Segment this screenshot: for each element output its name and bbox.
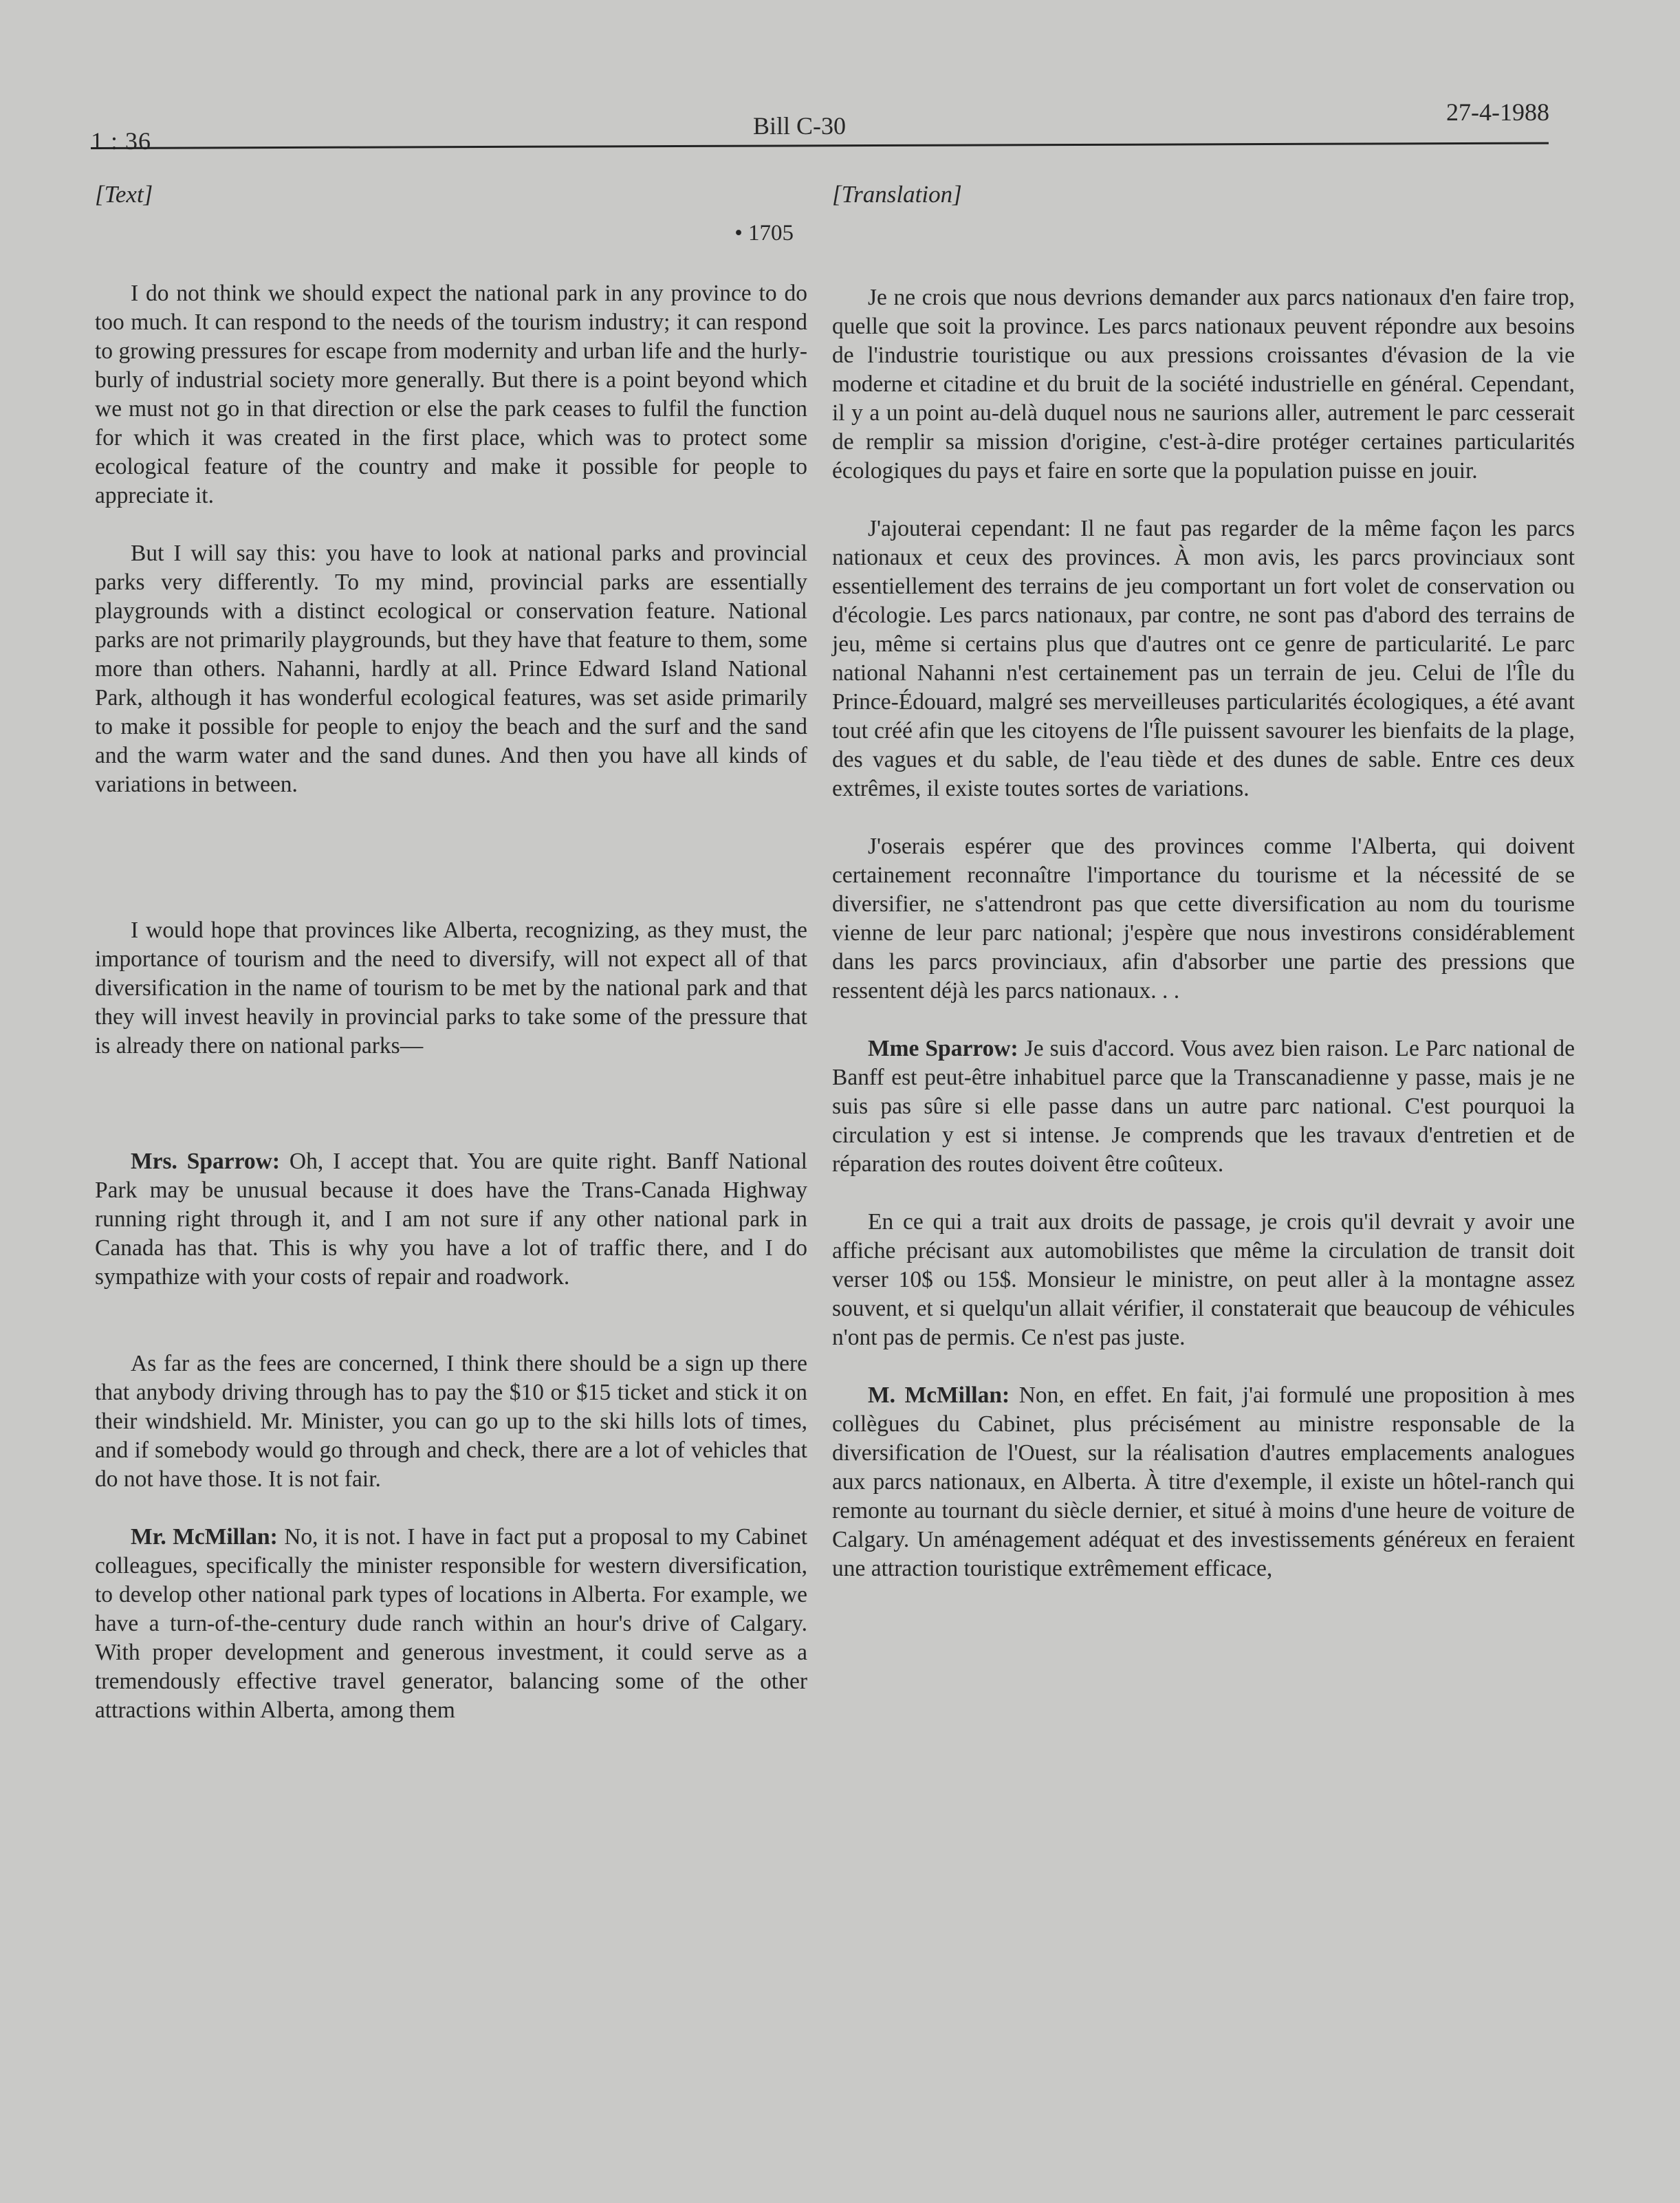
page-number: 1 : 36 — [91, 127, 152, 155]
speech-text: Je suis d'accord. Vous avez bien raison. Le Parc national de Banff est peut-être inhabituel parce que la Transcanadienne y passe, mais je ne suis pas sûre si elle passe dans un autre parc national. C'est pourquoi la circulation y est si intense. Je comprends que les travaux d'entretien et de réparation des routes doivent être coûteux. — [832, 1036, 1575, 1177]
header-rule — [91, 142, 1549, 149]
en-sparrow-paragraph — [95, 1147, 807, 1292]
fr-paragraph-1: Je ne crois que nous devrions demander aux parcs nationaux d'en faire trop, quelle que soit la province. Les parcs nationaux peuvent répondre aux besoins de l'industrie touristique ou aux pressions croissantes d'évasion de la vie moderne et citadine et du bruit de la société industrielle en général. Cependant, il y a un point au-delà duquel nous ne saurions aller, autrement le parc cesserait de remplir sa mission d'origine, c'est-à-dire protéger certaines particularités écologiques du pays et faire en sorte que la population puisse en jouir. — [832, 285, 1575, 484]
text-label: [Text] — [95, 181, 153, 208]
en-paragraph-1: I do not think we should expect the national park in any province to do too much. It can respond to the needs of the tourism industry; it can respond to growing pressures for escape from modernity and urban life and the hurly-burly of industrial society more generally. But there is a point beyond which we must not go in that direction or else the park ceases to fulfil the function for which it was created in the first place, which was to protect some ecological feature of the country and make it possible for people to appreciate it. — [95, 281, 807, 508]
en-fees-paragraph: As far as the fees are concerned, I think there should be a sign up there that anybody driving through has to pay the $10 or $15 ticket and stick it on their windshield. Mr. Minister, you can go up to the ski hills lots of times, and if somebody would go through and check, there are a lot of vehicles that do not have those. It is not fair. — [95, 1351, 807, 1492]
speaker-name: Mrs. Sparrow: — [131, 1149, 281, 1174]
en-mcmillan-paragraph — [95, 1523, 807, 1725]
translation-label: [Translation] — [832, 181, 962, 208]
en-paragraph-2: But I will say this: you have to look at national parks and provincial parks very differently. To my mind, provincial parks are essentially playgrounds with a distinct ecological or conservation feature. National parks are not primarily playgrounds, but they have that feature to them, some more than others. Nahanni, hardly at all. Prince Edward Island National Park, although it has wonderful ecological features, was set aside primarily to make it possible for people to enjoy the beach and the surf and the sand and the warm water and the sand dunes. And then you have all kinds of variations in between. — [95, 541, 807, 797]
speech-text: Oh, I accept that. You are quite right. Banff National Park may be unusual because it does have the Trans-Canada Highway running right through it, and I am not sure if any other national park in Canada has that. This is why you have a lot of traffic there, and I do sympathize with your costs of repair and roadwork. — [95, 1149, 807, 1290]
speaker-name: Mr. McMillan: — [131, 1524, 278, 1550]
bill-title: Bill C-30 — [753, 112, 847, 140]
fr-mcmillan-paragraph — [832, 1381, 1575, 1583]
en-paragraph-3: I would hope that provinces like Alberta, recognizing, as they must, the importance of tourism and the need to diversify, will not expect all of that diversification in the name of tourism to be met by the national park and that they will invest heavily in provincial parks to take some of the pressure that is already there on national parks— — [95, 918, 807, 1059]
fr-fees-paragraph: En ce qui a trait aux droits de passage, je crois qu'il devrait y avoir une affiche précisant aux automobilistes que même la circulation de transit doit verser 10$ ou 15$. Monsieur le ministre, on peut aller à la montagne assez souvent, et si quelqu'un allait vérifier, il constaterait que beaucoup de véhicules n'ont pas de permis. Ce n'est pas juste. — [832, 1209, 1575, 1350]
speaker-name: Mme Sparrow: — [868, 1036, 1018, 1061]
english-column — [95, 180, 807, 1725]
fr-paragraph-2: J'ajouterai cependant: Il ne faut pas regarder de la même façon les parcs nationaux et ceux des provinces. À mon avis, les parcs provinciaux sont essentiellement des terrains de jeu comportant un fort volet de conservation ou d'écologie. Les parcs nationaux, par contre, ne sont pas d'abord des terrains de jeu, même si certains plus que d'autres ont ce genre de particularité. Le parc national Nahanni n'est certainement pas un terrain de jeu. Celui de l'Île du Prince-Édouard, malgré ses merveilleuses particularités écologiques, a été avant tout créé afin que les citoyens de l'Île puissent savourer les bienfaits de la plage, des vagues et du sable, de l'eau tiède et des dunes de sable. Entre ces deux extrêmes, il existe toutes sortes de variations. — [832, 516, 1575, 801]
speech-text: Non, en effet. En fait, j'ai formulé une proposition à mes collègues du Cabinet, plus précisément au ministre responsable de la diversification de l'Ouest, sur la réalisation d'autres emplacements analogues aux parcs nationaux, en Alberta. À titre d'exemple, il existe un hôtel-ranch qui remonte au tournant du siècle dernier, et situé à moins d'une heure de voiture de Calgary. Un aménagement adéquat et des investissements généreux en feraient une attraction touristique extrêmement efficace, — [832, 1382, 1575, 1581]
french-column — [832, 180, 1575, 1583]
time-marker: • 1705 — [734, 221, 794, 246]
speaker-name: M. McMillan: — [868, 1382, 1010, 1408]
fr-paragraph-3: J'oserais espérer que des provinces comme l'Alberta, qui doivent certainement reconnaître l'importance du tourisme et la nécessité de se diversifier, ne s'attendront pas que cette diversification au nom du tourisme vienne de leur parc national; j'espère que nous investirons considérablement dans les parcs provinciaux, afin d'absorber une partie des pressions que ressentent déjà les parcs nationaux. . . — [832, 834, 1575, 1003]
speech-text: No, it is not. I have in fact put a proposal to my Cabinet colleagues, specifically the minister responsible for western diversification, to develop other national park types of locations in Alberta. For example, we have a turn-of-the-century dude ranch within an hour's drive of Calgary. With proper development and generous investment, it could serve as a tremendously effective travel generator, balancing some of the other attractions within Alberta, among them — [95, 1524, 808, 1723]
header-date: 27-4-1988 — [1446, 98, 1549, 126]
fr-sparrow-paragraph — [832, 1034, 1575, 1179]
